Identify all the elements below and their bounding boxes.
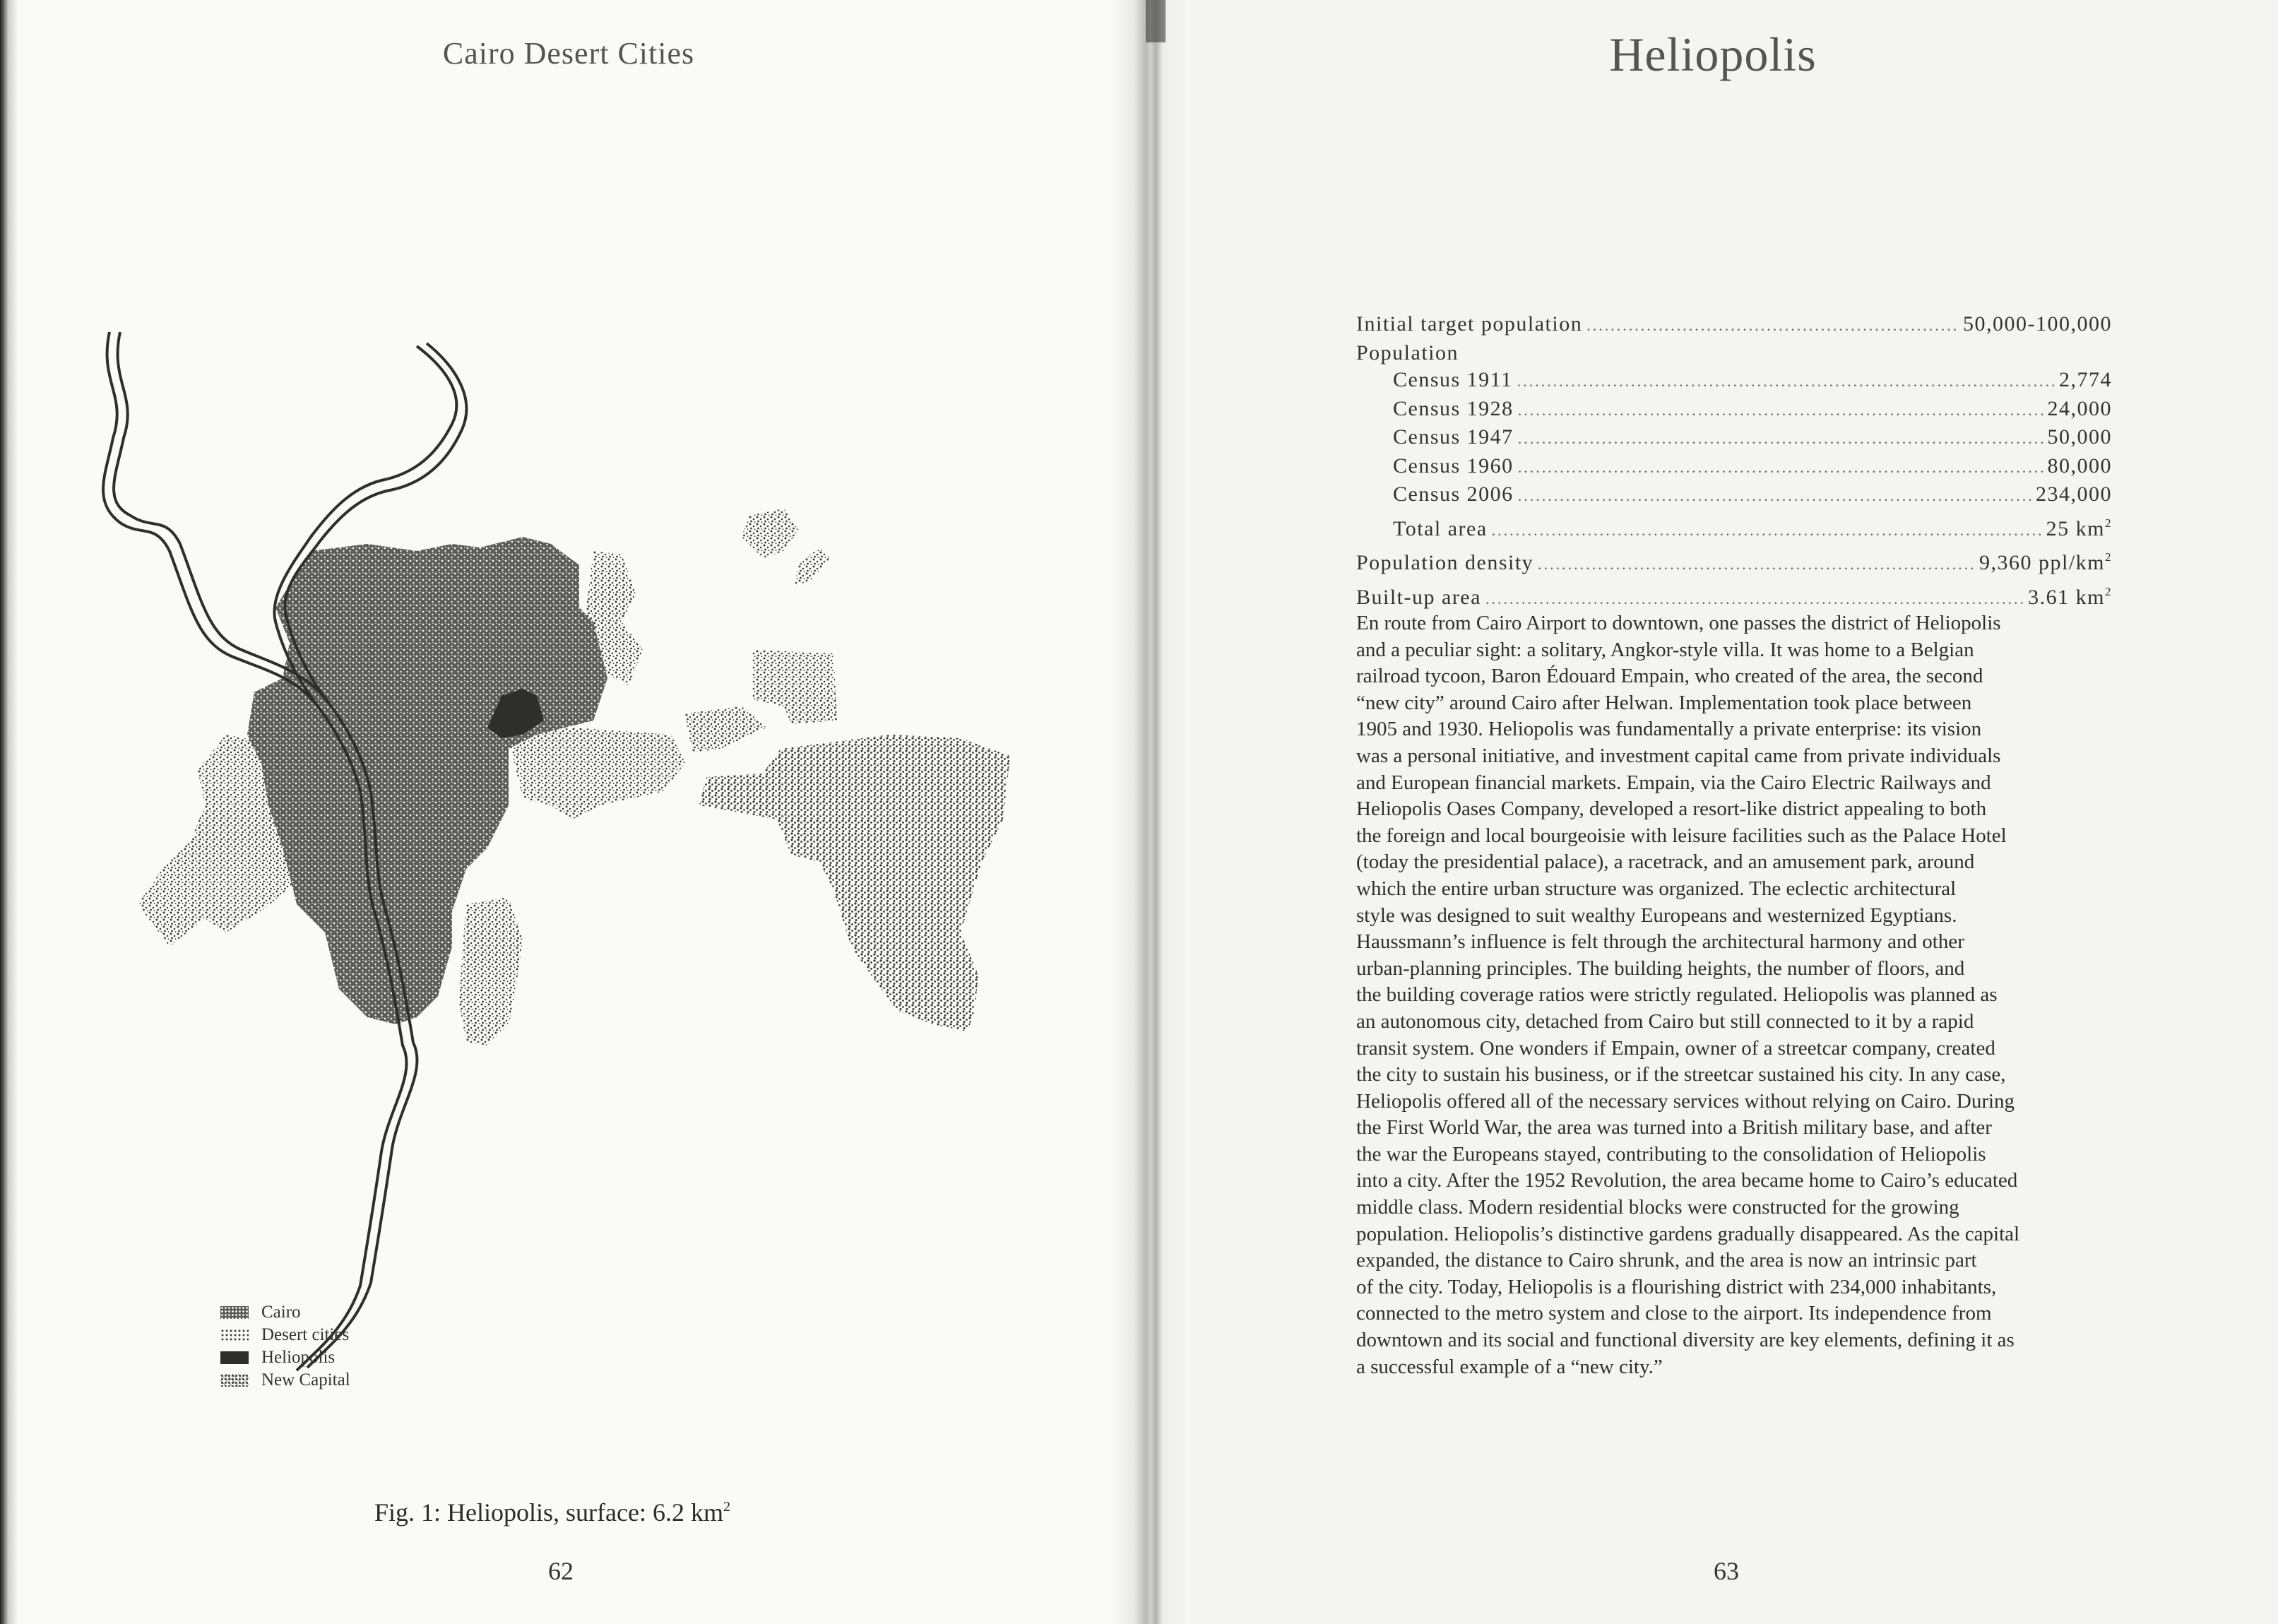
desert-cities-swatch: [220, 1329, 249, 1341]
stat-value: 2,774: [2059, 368, 2112, 391]
new-capital-area: [699, 735, 1010, 1031]
legend-item-new-capital: [220, 1369, 350, 1392]
body-text-line: Heliopolis offered all of the necessary services without relying on Cairo. During: [1356, 1089, 2015, 1113]
stat-row: [1356, 544, 2112, 579]
stat-row: [1356, 311, 2112, 340]
stats-table: [1356, 311, 2112, 612]
legend-item-desert-cities: [220, 1324, 350, 1346]
dot-leader: [1518, 425, 2043, 453]
desert-city-east-block: [752, 650, 837, 724]
body-text-line: into a city. After the 1952 Revolution, the area became home to Cairo’s educated: [1356, 1169, 2018, 1192]
stat-label: Built-up area: [1356, 585, 1481, 609]
desert-city-northeast: [742, 509, 798, 558]
desert-city-south-east: [459, 897, 523, 1045]
stat-value: 50,000-100,000: [1963, 312, 2112, 336]
body-text-line: 1905 and 1930. Heliopolis was fundamentally a private enterprise: its vision: [1356, 718, 1982, 741]
desert-city-center-east: [509, 728, 685, 819]
map-legend: [220, 1301, 350, 1392]
desert-city-northeast-small: [795, 547, 830, 586]
stat-label: Census 2006: [1393, 482, 1514, 506]
body-text-line: the war the Europeans stayed, contributing to the consolidation of Heliopolis: [1356, 1142, 1986, 1166]
stat-row: [1356, 579, 2112, 613]
dot-leader: [1586, 312, 1959, 340]
body-text-line: the foreign and local bourgeoisie with leisure facilities such as the Palace Hotel: [1356, 824, 2007, 847]
stat-value: 24,000: [2047, 396, 2112, 420]
dot-leader: [1518, 482, 2031, 510]
desert-city-east-strip: [685, 706, 766, 752]
cairo-swatch: [220, 1306, 249, 1319]
body-text-line: Haussmann’s influence is felt through the architectural harmony and other: [1356, 930, 1964, 954]
stat-value: 3.61 $km^2$: [2028, 584, 2112, 609]
new-capital-swatch: [220, 1374, 249, 1387]
page-number-right: 63: [1714, 1557, 1739, 1585]
body-text-line: style was designed to suit wealthy Europeans and westernized Egyptians.: [1356, 903, 1957, 927]
dot-leader: [1492, 517, 2042, 545]
stat-label: Census 1911: [1393, 368, 1513, 391]
body-text-line: the building coverage ratios were strictly regulated. Heliopolis was planned as: [1356, 983, 1998, 1007]
body-text-line: was a personal initiative, and investment capital came from private individuals: [1356, 744, 2001, 767]
stat-label: Population: [1356, 340, 1459, 364]
chapter-title: Heliopolis: [1609, 28, 1817, 81]
body-text-line: urban-planning principles. The building heights, the number of floors, and: [1356, 956, 1965, 980]
stat-label: Census 1947: [1393, 425, 1514, 449]
body-text-line: the city to sustain his business, or if the streetcar sustained his city. In any case,: [1356, 1063, 2006, 1086]
body-text-line: an autonomous city, detached from Cairo but still connected to it by a rapid: [1356, 1009, 1974, 1033]
legend-label: Heliopolis: [261, 1348, 336, 1367]
dot-leader: [1485, 586, 2024, 613]
legend-label: New Capital: [261, 1370, 350, 1389]
legend-item-cairo: [220, 1301, 350, 1324]
gutter-shadow: [1150, 0, 1163, 1624]
cairo-map: [85, 311, 1074, 1413]
figure-caption: Fig. 1: Heliopolis, surface: 6.2 $km^2$: [374, 1498, 730, 1527]
page-number-left: 62: [548, 1557, 574, 1585]
body-text-line: “new city” around Cairo after Helwan. Implementation took place between: [1356, 691, 1972, 714]
stat-value: 25 $km^2$: [2046, 516, 2112, 540]
stat-label: Total area: [1393, 516, 1488, 540]
body-text-line: of the city. Today, Heliopolis is a flourishing district with 234,000 inhabitants,: [1356, 1275, 1997, 1298]
heliopolis-swatch: [220, 1351, 249, 1364]
body-text-line: downtown and its social and functional diversity are key elements, defining it as: [1356, 1329, 2015, 1352]
body-text-line: the First World War, the area was turned into a British military base, and after: [1356, 1116, 1992, 1139]
stat-row: [1356, 424, 2112, 453]
legend-label: Cairo: [261, 1303, 301, 1322]
body-text-line: middle class. Modern residential blocks were constructed for the growing: [1356, 1196, 1959, 1219]
body-text-line: a successful example of a “new city.”: [1356, 1355, 1663, 1378]
stat-label: Population density: [1356, 551, 1534, 574]
legend-item-heliopolis: [220, 1346, 350, 1369]
body-text-line: and a peculiar sight: a solitary, Angkor-style villa. It was home to a Belgian: [1356, 638, 1974, 661]
stat-row: [1356, 340, 2112, 367]
dot-leader: [1538, 551, 1975, 579]
body-text-line: (today the presidential palace), a racetrack, and an amusement park, around: [1356, 850, 1975, 874]
stat-value: 50,000: [2047, 425, 2112, 449]
dot-leader: [1517, 368, 2055, 396]
stat-label: Initial target population: [1356, 312, 1583, 336]
stat-row: [1356, 367, 2112, 396]
body-text-line: transit system. One wonders if Empain, owner of a streetcar company, created: [1356, 1036, 1995, 1060]
dot-leader: [1518, 397, 2043, 425]
legend-label: Desert cities: [261, 1325, 350, 1344]
body-text-line: population. Heliopolis’s distinctive gardens gradually disappeared. As the capital: [1356, 1222, 2020, 1245]
stat-row: [1356, 481, 2112, 510]
stat-value: 9,360 ppl/$km^2$: [1979, 550, 2112, 574]
body-text-line: which the entire urban structure was organized. The eclectic architectural: [1356, 877, 1957, 900]
stat-label: Census 1928: [1393, 396, 1514, 420]
page-edge-shadow: [0, 0, 18, 1624]
left-page: [0, 0, 1137, 1624]
body-text-line: expanded, the distance to Cairo shrunk, and the area is now an intrinsic part: [1356, 1249, 1977, 1272]
body-text-line: and European financial markets. Empain, via the Cairo Electric Railways and: [1356, 771, 1991, 794]
body-text-line: connected to the metro system and close to the airport. Its independence from: [1356, 1302, 1992, 1325]
stat-row: [1356, 453, 2112, 482]
stat-label: Census 1960: [1393, 454, 1514, 478]
body-text: [1356, 610, 2113, 1380]
dot-leader: [1518, 454, 2043, 482]
stat-value: 80,000: [2047, 454, 2112, 478]
body-text-line: Heliopolis Oases Company, developed a resort-like district appealing to both: [1356, 798, 1987, 821]
body-text-line: En route from Cairo Airport to downtown, one passes the district of Heliopolis: [1356, 612, 2001, 634]
running-head: Cairo Desert Cities: [442, 36, 695, 71]
stat-row: [1356, 396, 2112, 425]
stat-row: [1356, 510, 2112, 545]
body-text-line: railroad tycoon, Baron Édouard Empain, who created of the area, the second: [1356, 665, 1983, 688]
stat-value: 234,000: [2036, 482, 2112, 506]
